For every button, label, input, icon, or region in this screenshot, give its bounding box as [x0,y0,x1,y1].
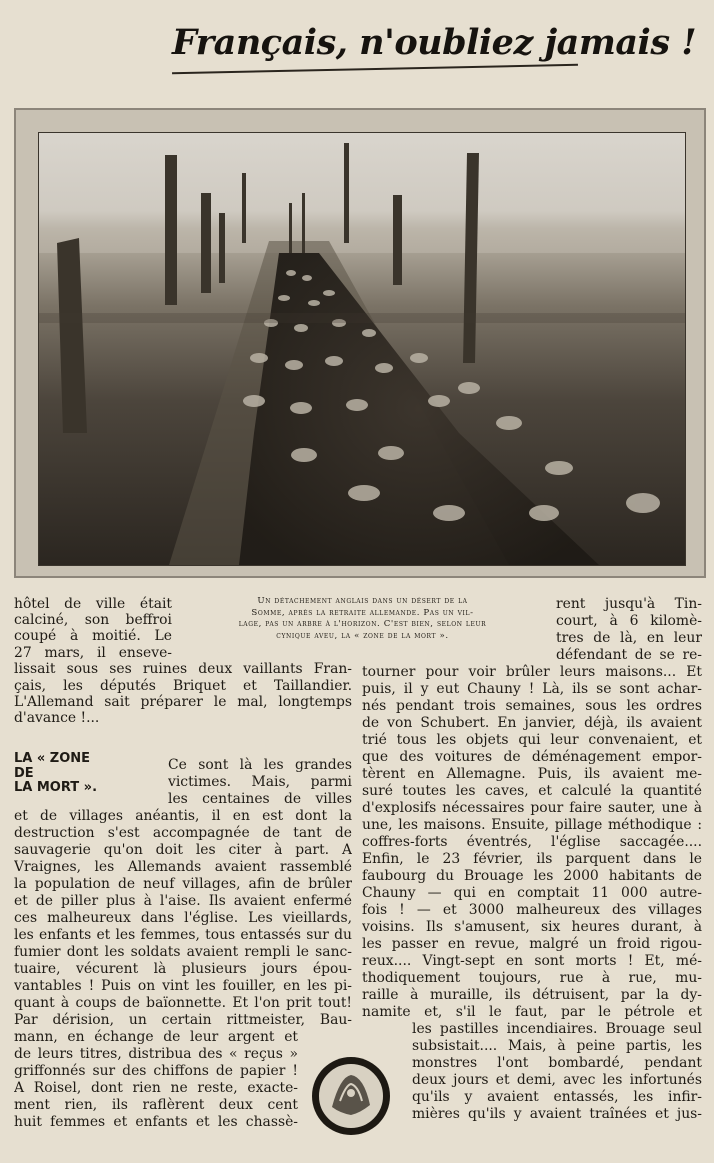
text-line: vantables ! Puis on vint les fouiller, en les pi- [14,978,352,994]
page-header [0,10,714,80]
text-line: nés pendant trois semaines, sous les ordres [362,698,702,714]
text-line: d'explosifs nécessaires pour faire sauter, une à [362,800,702,816]
text-line: défendant de se re- [556,647,702,663]
text-line: Ce sont là les grandes [168,757,352,773]
text-line: namite et, s'il le faut, par le pétrole et [362,1004,702,1020]
text-line: voisins. Ils s'amusent, six heures durant, à [362,919,702,935]
photograph-illustration [39,133,685,565]
text-line: çais, les députés Briquet et Taillandier. [14,678,352,694]
text-line: reux.... Vingt-sept en sont morts ! Et, mé- [362,953,702,969]
text-line: fois ! — et 3000 malheureux des villages [362,902,702,918]
text-line: victimes. Mais, parmi [168,774,352,790]
text-line: la population de neuf villages, afin de brûler [14,876,352,892]
war-photograph [38,132,686,566]
text-line: Par dérision, un certain rittmeister, Bau- [14,1012,352,1028]
text-line: faubourg du Brouage les 2000 habitants de [362,868,702,884]
text-line: les enfants et les femmes, tous entassés sur du [14,927,352,943]
text-line: tèrent en Allemagne. Puis, ils avaient me- [362,766,702,782]
text-line: et de villages anéantis, il en est dont la [14,808,352,824]
text-line: mann, en échange de leur argent et [14,1029,298,1045]
decorative-medallion-icon [310,1055,392,1137]
text-line: huit femmes et enfants et les chassè- [14,1114,298,1130]
text-line: monstres l'ont bombardé, pendant [412,1055,702,1071]
text-line: trié tous les objets qui leur convenaient, et [362,732,702,748]
text-line: hôtel de ville était [14,596,172,612]
text-line: destruction s'est accompagnée de tant de [14,825,352,841]
text-line: coupé à moitié. Le [14,628,172,644]
text-line: les centaines de villes [168,791,352,807]
text-line: L'Allemand sait préparer le mal, longtemps [14,694,352,710]
caption-line: Somme, après la retraite allemande. Pas un vil- [251,607,474,618]
text-line: thodiquement toujours, rue à rue, mu- [362,970,702,986]
text-line: de leurs titres, distribua des « reçus » [14,1046,298,1062]
header-title: Français, n'oubliez jamais ! [172,22,697,63]
photo-frame [14,108,706,578]
caption-line: lage, pas un arbre à l'horizon. C'est bien, selon leur [238,619,487,629]
text-line: que des voitures de déménagement empor- [362,749,702,765]
text-line: ces malheureux dans l'église. Les vieillards, [14,910,352,926]
section-heading-line: LA « ZONE [14,751,91,766]
text-line: calciné, son beffroi [14,612,172,628]
text-line: sauvagerie qu'on doit les citer à part. A [14,842,352,858]
text-line: raille à muraille, ils détruisent, par la dy- [362,987,702,1003]
text-line: tres de là, en leur [556,630,702,646]
caption-line: cynique aveu, la « zone de la mort ». [276,630,449,641]
photo-caption [190,596,535,642]
text-line: les passer en revue, malgré un froid rigou- [362,936,702,952]
text-line: rent jusqu'à Tin- [556,596,702,612]
text-line: de von Schubert. En janvier, déjà, ils avaient [362,715,702,731]
text-line: fumier dont les soldats avaient rempli le sanc- [14,944,352,960]
text-line: puis, il y eut Chauny ! Là, ils se sont achar- [362,681,702,697]
text-line: court, à 6 kilomè- [556,613,702,629]
text-line: Enfin, le 23 février, ils parquent dans le [362,851,702,867]
text-line: mières qu'ils y avaient traînées et jus- [412,1106,702,1122]
section-heading [14,752,144,796]
header-underline [172,64,578,75]
text-line: qu'ils y avaient entassés, les infir- [412,1089,702,1105]
text-line: deux jours et demi, avec les infortunés [412,1072,702,1088]
text-line: subsistait.... Mais, à peine partis, les [412,1038,702,1054]
text-line: Chauny — qui en comptait 11 000 autre- [362,885,702,901]
text-line: et de piller plus à l'aise. Ils avaient enfermé [14,893,352,909]
text-line: Vraignes, les Allemands avaient rassemblé [14,859,352,875]
text-line: griffonnés sur des chiffons de papier ! [14,1063,298,1079]
text-line: coffres-forts éventrés, l'église saccagée.... [362,834,702,850]
text-line: d'avance !... [14,710,100,726]
text-line: les pastilles incendiaires. Brouage seul [412,1021,702,1037]
caption-line: Un détachement anglais dans un désert de la [257,596,468,606]
text-line: une, les maisons. Ensuite, pillage méthodique : [362,817,702,833]
section-heading-line: DE [14,765,34,781]
text-line: tourner pour voir brûler leurs maisons... Et [362,664,702,680]
text-line: 27 mars, il enseve- [14,645,172,661]
text-line: quant à coups de baïonnette. Et l'on prit tout! [14,995,352,1011]
text-line: suré toutes les caves, et calculé la quantité [362,783,702,799]
text-line: tuaire, vécurent là plusieurs jours épou- [14,961,352,977]
text-line: ment rien, ils raflèrent deux cent [14,1097,298,1113]
text-line: lissait sous ses ruines deux vaillants Fran- [14,661,352,677]
text-line: A Roisel, dont rien ne reste, exacte- [14,1080,298,1096]
section-heading-line: LA MORT ». [14,780,98,795]
